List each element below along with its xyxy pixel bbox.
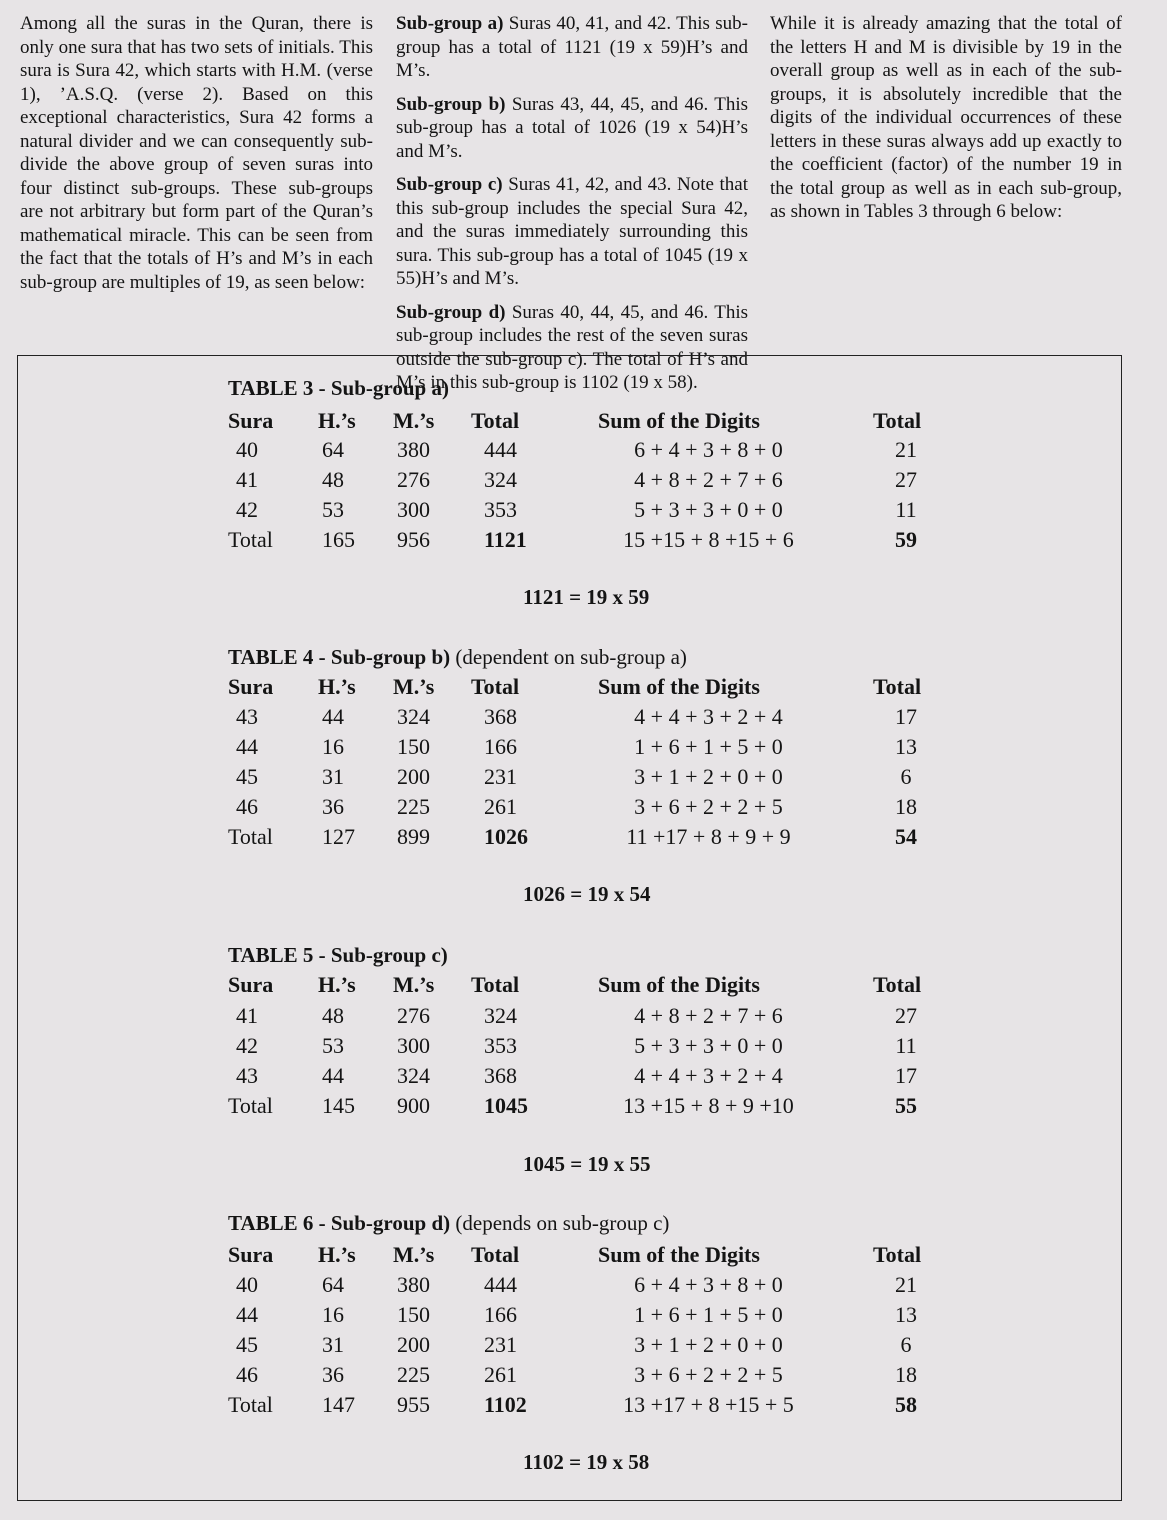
subgroup-b-label: Sub-group b)	[396, 93, 506, 115]
equation-text: 1045 = 19 x 55	[523, 1152, 651, 1176]
cell-total: 261	[484, 1362, 517, 1387]
table-header-row	[0, 674, 1167, 704]
cell-h: 16	[322, 734, 344, 759]
cell-digits-total: 13	[895, 1302, 917, 1327]
cell-total: 444	[484, 1272, 517, 1297]
header-sura: Sura	[228, 972, 274, 997]
table-row	[0, 1063, 1167, 1093]
table-total-row	[0, 527, 1167, 557]
cell-total: 368	[484, 1063, 517, 1088]
header-sura: Sura	[228, 674, 274, 699]
header-total: Total	[471, 1242, 520, 1267]
table-subtitle: (dependent on sub-group a)	[455, 645, 687, 669]
cell-total: 166	[484, 734, 517, 759]
subgroup-b-paragraph	[396, 93, 748, 164]
cell-sum-of-digits: 1 + 6 + 1 + 5 + 0	[634, 1302, 783, 1327]
table-total-row	[0, 1392, 1167, 1422]
header-h: H.’s	[318, 408, 356, 433]
cell-h: 36	[322, 794, 344, 819]
table-total-row	[0, 824, 1167, 854]
header-h: H.’s	[318, 972, 356, 997]
table-row	[0, 437, 1167, 467]
cell-digits-total: 6	[900, 764, 912, 789]
cell-total: 231	[484, 1332, 517, 1357]
header-digits-total: Total	[873, 408, 922, 433]
subgroup-d-label: Sub-group d)	[396, 301, 506, 323]
table-row	[0, 1272, 1167, 1302]
header-h: H.’s	[318, 1242, 356, 1267]
cell-sum-of-digits: 6 + 4 + 3 + 8 + 0	[634, 437, 783, 462]
intro-column-2	[396, 12, 748, 395]
cell-sum-of-digits: 4 + 4 + 3 + 2 + 4	[634, 704, 783, 729]
header-digits-total: Total	[873, 674, 922, 699]
cell-sum-of-digits: 3 + 6 + 2 + 2 + 5	[634, 1362, 783, 1387]
table-row	[0, 1033, 1167, 1063]
table-title-text: TABLE 5 - Sub-group c)	[228, 943, 448, 967]
cell-digits-total: 11	[895, 1033, 917, 1058]
cell-m: 200	[397, 764, 430, 789]
cell-sum-of-digits: 13 +15 + 8 + 9 +10	[623, 1093, 794, 1118]
cell-m: 200	[397, 1332, 430, 1357]
table-title-text: TABLE 3 - Sub-group a)	[228, 376, 449, 400]
table-row	[0, 704, 1167, 734]
cell-h: 147	[322, 1392, 355, 1417]
intro-column-3	[770, 12, 1122, 234]
cell-total: 1121	[484, 527, 527, 552]
cell-digits-total: 18	[895, 794, 917, 819]
cell-m: 899	[397, 824, 430, 849]
cell-sura: 41	[236, 467, 258, 492]
cell-h: 48	[322, 467, 344, 492]
cell-sura: 40	[236, 1272, 258, 1297]
subgroup-a-text: Suras 40, 41, and 42. This sub-group has a total of 1121 (19 x 59)H’s and M’s.	[396, 13, 748, 81]
cell-sum-of-digits: 6 + 4 + 3 + 8 + 0	[634, 1272, 783, 1297]
header-sura: Sura	[228, 1242, 274, 1267]
equation-text: 1102 = 19 x 58	[523, 1450, 650, 1474]
cell-sura: 40	[236, 437, 258, 462]
cell-digits-total: 18	[895, 1362, 917, 1387]
cell-digits-total: 27	[895, 467, 917, 492]
total-label: Total	[228, 527, 273, 552]
cell-total: 1045	[484, 1093, 528, 1118]
subgroup-a-paragraph	[396, 12, 748, 83]
cell-total: 353	[484, 497, 517, 522]
header-total: Total	[471, 972, 520, 997]
cell-m: 225	[397, 1362, 430, 1387]
cell-m: 276	[397, 1003, 430, 1028]
cell-h: 64	[322, 1272, 344, 1297]
cell-digits-total: 17	[895, 1063, 917, 1088]
cell-sum-of-digits: 3 + 6 + 2 + 2 + 5	[634, 794, 783, 819]
subgroup-d-text: Suras 40, 44, 45, and 46. This sub-group includes the rest of the seven suras outside the sub-group c). The total of H’s and M’s in this sub-group is 1102 (19 x 58).	[396, 301, 748, 393]
cell-digits-total: 11	[895, 497, 917, 522]
table-total-row	[0, 1093, 1167, 1123]
cell-m: 380	[397, 437, 430, 462]
cell-m: 225	[397, 794, 430, 819]
cell-sura: 46	[236, 794, 258, 819]
table-row	[0, 467, 1167, 497]
cell-h: 31	[322, 1332, 344, 1357]
table-title	[228, 645, 687, 670]
cell-total: 444	[484, 437, 517, 462]
cell-sura: 45	[236, 1332, 258, 1357]
header-total: Total	[471, 408, 520, 433]
cell-sum-of-digits: 3 + 1 + 2 + 0 + 0	[634, 1332, 783, 1357]
header-sum-of-digits: Sum of the Digits	[598, 408, 760, 433]
conclusion-paragraph: While it is already amazing that the total of the letters H and M is divisible by 19 in the overall group as well as in each of the sub-groups, it is absolutely incredible that the digits of the individual occurrences of these letters in these suras always add up exactly to the coefficient (factor) of the number 19 in the total group as well as in each sub-group, as shown in Tables 3 through 6 below:	[770, 13, 1122, 222]
cell-h: 53	[322, 497, 344, 522]
cell-digits-total: 27	[895, 1003, 917, 1028]
cell-sum-of-digits: 1 + 6 + 1 + 5 + 0	[634, 734, 783, 759]
header-sura: Sura	[228, 408, 274, 433]
header-m: M.’s	[393, 408, 435, 433]
cell-h: 145	[322, 1093, 355, 1118]
cell-digits-total: 58	[895, 1392, 917, 1417]
table-header-row	[0, 1242, 1167, 1272]
intro-paragraph: Among all the suras in the Quran, there is only one sura that has two sets of initials. This sura is Sura 42, which starts with H.M. (verse 1), ’A.S.Q. (verse 2). Based on this exceptional characteristics, Sura 42 forms a natural divider and we can consequently sub-divide the above group of seven suras into four distinct sub-groups. These sub-groups are not arbitrary but form part of the Quran’s mathematical miracle. This can be seen from the fact that the totals of H’s and M’s in each sub-group are multiples of 19, as seen below:	[20, 13, 373, 293]
cell-total: 324	[484, 467, 517, 492]
header-total: Total	[471, 674, 520, 699]
cell-sura: 43	[236, 704, 258, 729]
table-row	[0, 1332, 1167, 1362]
table-title	[228, 1211, 669, 1236]
cell-m: 956	[397, 527, 430, 552]
header-h: H.’s	[318, 674, 356, 699]
cell-h: 16	[322, 1302, 344, 1327]
cell-sura: 45	[236, 764, 258, 789]
equation-text: 1121 = 19 x 59	[523, 585, 650, 609]
header-digits-total: Total	[873, 1242, 922, 1267]
subgroup-c-label: Sub-group c)	[396, 174, 503, 195]
subgroup-b-text: Suras 43, 44, 45, and 46. This sub-group has a total of 1026 (19 x 54)H’s and M’s.	[396, 93, 748, 162]
table-row	[0, 764, 1167, 794]
table-row	[0, 1003, 1167, 1033]
cell-digits-total: 13	[895, 734, 917, 759]
cell-sura: 46	[236, 1362, 258, 1387]
total-label: Total	[228, 1093, 273, 1118]
cell-total: 324	[484, 1003, 517, 1028]
cell-sum-of-digits: 4 + 4 + 3 + 2 + 4	[634, 1063, 783, 1088]
cell-h: 36	[322, 1362, 344, 1387]
cell-sum-of-digits: 3 + 1 + 2 + 0 + 0	[634, 764, 783, 789]
table-title-text: TABLE 4 - Sub-group b)	[228, 645, 451, 669]
subgroup-c-paragraph	[396, 173, 748, 291]
table-title	[228, 376, 449, 401]
table-row	[0, 497, 1167, 527]
cell-total: 1026	[484, 824, 528, 849]
subgroup-a-label: Sub-group a)	[396, 13, 504, 34]
cell-digits-total: 17	[895, 704, 917, 729]
cell-sum-of-digits: 11 +17 + 8 + 9 + 9	[626, 824, 791, 849]
cell-digits-total: 54	[895, 824, 917, 849]
header-m: M.’s	[393, 972, 435, 997]
header-sum-of-digits: Sum of the Digits	[598, 674, 760, 699]
table-title	[228, 943, 448, 968]
cell-sum-of-digits: 5 + 3 + 3 + 0 + 0	[634, 1033, 783, 1058]
equation-text: 1026 = 19 x 54	[523, 882, 651, 906]
cell-m: 300	[397, 497, 430, 522]
cell-total: 166	[484, 1302, 517, 1327]
header-m: M.’s	[393, 1242, 435, 1267]
cell-total: 368	[484, 704, 517, 729]
table-subtitle: (depends on sub-group c)	[455, 1211, 670, 1235]
cell-m: 300	[397, 1033, 430, 1058]
cell-m: 276	[397, 467, 430, 492]
table-row	[0, 734, 1167, 764]
cell-h: 31	[322, 764, 344, 789]
table-row	[0, 1362, 1167, 1392]
header-digits-total: Total	[873, 972, 922, 997]
cell-digits-total: 59	[895, 527, 917, 552]
cell-h: 165	[322, 527, 355, 552]
cell-digits-total: 21	[895, 1272, 917, 1297]
table-row	[0, 1302, 1167, 1332]
cell-digits-total: 55	[895, 1093, 917, 1118]
table-header-row	[0, 408, 1167, 438]
header-sum-of-digits: Sum of the Digits	[598, 1242, 760, 1267]
header-sum-of-digits: Sum of the Digits	[598, 972, 760, 997]
cell-sura: 42	[236, 1033, 258, 1058]
cell-m: 900	[397, 1093, 430, 1118]
total-label: Total	[228, 1392, 273, 1417]
cell-h: 44	[322, 1063, 344, 1088]
cell-sum-of-digits: 15 +15 + 8 +15 + 6	[623, 527, 794, 552]
cell-sum-of-digits: 4 + 8 + 2 + 7 + 6	[634, 467, 783, 492]
subgroup-c-text: Suras 41, 42, and 43. Note that this sub-group includes the special Sura 42, and the suras immediately surrounding this sura. This sub-group has a total of 1045 (19 x 55)H’s and M’s.	[396, 174, 749, 289]
table-header-row	[0, 972, 1167, 1002]
cell-h: 48	[322, 1003, 344, 1028]
table-title-text: TABLE 6 - Sub-group d)	[228, 1211, 451, 1235]
cell-m: 955	[397, 1392, 430, 1417]
intro-column-1	[20, 12, 373, 304]
cell-m: 380	[397, 1272, 430, 1297]
cell-sum-of-digits: 13 +17 + 8 +15 + 5	[623, 1392, 794, 1417]
cell-total: 353	[484, 1033, 517, 1058]
cell-sura: 43	[236, 1063, 258, 1088]
cell-total: 1102	[484, 1392, 527, 1417]
cell-h: 53	[322, 1033, 344, 1058]
cell-m: 150	[397, 1302, 430, 1327]
cell-m: 150	[397, 734, 430, 759]
cell-total: 231	[484, 764, 517, 789]
cell-sura: 44	[236, 1302, 258, 1327]
cell-m: 324	[397, 1063, 430, 1088]
table-row	[0, 794, 1167, 824]
cell-h: 127	[322, 824, 355, 849]
cell-sum-of-digits: 5 + 3 + 3 + 0 + 0	[634, 497, 783, 522]
cell-total: 261	[484, 794, 517, 819]
cell-h: 44	[322, 704, 344, 729]
cell-m: 324	[397, 704, 430, 729]
cell-h: 64	[322, 437, 344, 462]
cell-digits-total: 21	[895, 437, 917, 462]
total-label: Total	[228, 824, 273, 849]
cell-sura: 42	[236, 497, 258, 522]
cell-sura: 44	[236, 734, 258, 759]
cell-sura: 41	[236, 1003, 258, 1028]
cell-digits-total: 6	[900, 1332, 912, 1357]
cell-sum-of-digits: 4 + 8 + 2 + 7 + 6	[634, 1003, 783, 1028]
header-m: M.’s	[393, 674, 435, 699]
